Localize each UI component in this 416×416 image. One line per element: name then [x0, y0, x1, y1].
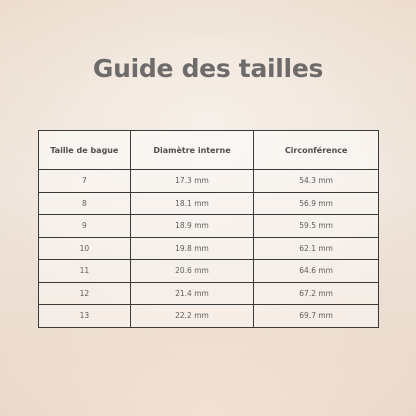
- table-row: [39, 260, 379, 283]
- ring-size-table: [38, 130, 379, 328]
- cell-circumference: 67.2 mm: [254, 282, 379, 305]
- header-circumference: Circonférence: [254, 131, 379, 170]
- cell-inner-diameter: 18.9 mm: [130, 215, 254, 238]
- header-ring-size: Taille de bague: [39, 131, 131, 170]
- cell-ring-size: 11: [39, 260, 131, 283]
- cell-inner-diameter: 19.8 mm: [130, 237, 254, 260]
- cell-circumference: 64.6 mm: [254, 260, 379, 283]
- table-header-row: [39, 131, 379, 170]
- table-row: [39, 305, 379, 328]
- cell-ring-size: 8: [39, 192, 131, 215]
- table-row: [39, 282, 379, 305]
- cell-inner-diameter: 20.6 mm: [130, 260, 254, 283]
- table-row: [39, 170, 379, 193]
- cell-circumference: 69.7 mm: [254, 305, 379, 328]
- table-row: [39, 192, 379, 215]
- cell-inner-diameter: 21.4 mm: [130, 282, 254, 305]
- cell-inner-diameter: 17.3 mm: [130, 170, 254, 193]
- cell-circumference: 54.3 mm: [254, 170, 379, 193]
- cell-circumference: 62.1 mm: [254, 237, 379, 260]
- cell-circumference: 56.9 mm: [254, 192, 379, 215]
- cell-ring-size: 7: [39, 170, 131, 193]
- cell-inner-diameter: 22.2 mm: [130, 305, 254, 328]
- cell-ring-size: 13: [39, 305, 131, 328]
- header-inner-diameter: Diamètre interne: [130, 131, 254, 170]
- table-row: [39, 237, 379, 260]
- table-row: [39, 215, 379, 238]
- cell-inner-diameter: 18.1 mm: [130, 192, 254, 215]
- cell-ring-size: 9: [39, 215, 131, 238]
- page-title: Guide des tailles: [92, 54, 324, 83]
- cell-circumference: 59.5 mm: [254, 215, 379, 238]
- cell-ring-size: 12: [39, 282, 131, 305]
- cell-ring-size: 10: [39, 237, 131, 260]
